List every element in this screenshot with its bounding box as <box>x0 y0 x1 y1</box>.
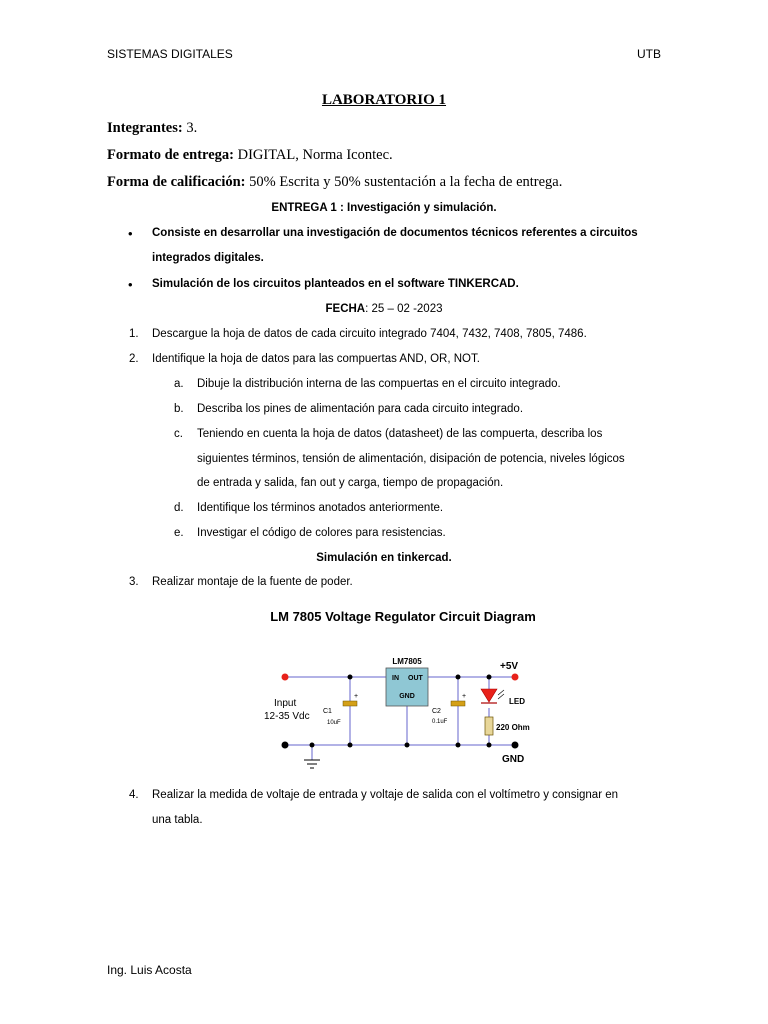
capacitor-c2 <box>451 701 465 706</box>
formato-line <box>107 147 393 164</box>
circuit-diagram <box>250 600 550 775</box>
list-number: 4. <box>129 789 139 801</box>
integrantes-value: 3. <box>186 120 198 136</box>
list-number: 3. <box>129 576 139 588</box>
led-label: LED <box>509 697 525 706</box>
c2-name: C2 <box>432 708 441 715</box>
list-item-text: Identifique la hoja de datos para las compuertas AND, OR, NOT. <box>152 353 480 365</box>
list-item-text: una tabla. <box>152 814 203 826</box>
page-title: LABORATORIO 1 <box>321 92 447 108</box>
regulator-ic <box>386 668 428 706</box>
pin-gnd-label: GND <box>399 693 415 700</box>
input-positive-terminal <box>282 674 289 681</box>
bullet-text: integrados digitales. <box>152 252 264 264</box>
bullet-text: Consiste en desarrollar una investigación de documentos técnicos referentes a circuitos <box>152 227 638 239</box>
ic-name: LM7805 <box>392 657 422 666</box>
output-positive-terminal <box>512 674 519 681</box>
sublist-item-text: siguientes términos, tensión de alimentación, disipación de potencia, niveles lógicos <box>197 453 625 465</box>
calificacion-value: 50% Escrita y 50% sustentación a la fecha de entrega. <box>249 174 563 190</box>
bullet-icon: • <box>128 277 133 292</box>
formato-label: Formato de entrega: <box>107 147 234 163</box>
sublist-item-text: Describa los pines de alimentación para cada circuito integrado. <box>197 403 524 415</box>
integrantes-label: Integrantes: <box>107 120 183 136</box>
fecha-label: FECHA <box>325 303 366 315</box>
sublist-letter: d. <box>174 502 184 514</box>
sublist-item-text: Identifique los términos anotados anteriormente. <box>197 502 444 514</box>
input-voltage-label: 12-35 Vdc <box>264 711 310 722</box>
sublist-letter: e. <box>174 527 184 539</box>
input-label: Input <box>274 698 297 709</box>
entrega-heading: ENTREGA 1 : Investigación y simulación. <box>271 202 497 214</box>
sublist-item-text: de entrada y salida, fan out y carga, tiempo de propagación. <box>197 477 504 489</box>
pin-in-label: IN <box>392 675 399 682</box>
list-number: 1. <box>129 328 139 340</box>
footer-author: Ing. Luis Acosta <box>107 963 192 977</box>
list-number: 2. <box>129 353 139 365</box>
c1-plus: + <box>354 693 359 700</box>
simulacion-heading: Simulación en tinkercad. <box>316 552 452 564</box>
c2-plus: + <box>462 693 467 700</box>
list-item-text: Descargue la hoja de datos de cada circuito integrado 7404, 7432, 7408, 7805, 7486. <box>152 328 587 340</box>
fecha-line <box>0 303 768 315</box>
ground-icon <box>304 760 320 768</box>
bullet-text: Simulación de los circuitos planteados en el software TINKERCAD. <box>152 278 519 290</box>
c1-name: C1 <box>323 708 332 715</box>
integrantes-line <box>107 120 197 137</box>
sublist-letter: b. <box>174 403 184 415</box>
input-negative-terminal <box>282 742 289 749</box>
calificacion-label: Forma de calificación: <box>107 174 246 190</box>
formato-value: DIGITAL, Norma Icontec. <box>237 147 393 163</box>
calificacion-line <box>107 174 562 191</box>
sublist-item-text: Dibuje la distribución interna de las compuertas en el circuito integrado. <box>197 378 561 390</box>
list-item-text: Realizar la medida de voltaje de entrada y voltaje de salida con el voltímetro y consignar en <box>152 789 619 801</box>
pin-out-label: OUT <box>408 675 423 682</box>
output-gnd-terminal <box>512 742 519 749</box>
led-icon <box>481 689 497 702</box>
sublist-item-text: Investigar el código de colores para resistencias. <box>197 527 446 539</box>
c1-value: 10uF <box>327 720 341 726</box>
sublist-letter: c. <box>174 428 183 440</box>
sublist-item-text: Teniendo en cuenta la hoja de datos (datasheet) de las compuerta, describa los <box>197 428 603 440</box>
c2-value: 0.1uF <box>432 719 448 725</box>
header-institution: UTB <box>637 47 661 61</box>
fecha-value: : 25 – 02 -2023 <box>365 303 443 315</box>
resistor-icon <box>485 717 493 735</box>
list-item-text: Realizar montaje de la fuente de poder. <box>152 576 353 588</box>
header-course: SISTEMAS DIGITALES <box>107 47 233 61</box>
sublist-letter: a. <box>174 378 184 390</box>
bullet-icon: • <box>128 226 133 241</box>
capacitor-c1 <box>343 701 357 706</box>
diagram-title: LM 7805 Voltage Regulator Circuit Diagram <box>270 609 536 624</box>
resistor-label: 220 Ohm <box>496 723 530 732</box>
gnd-label: GND <box>502 754 525 765</box>
vout-label: +5V <box>500 661 519 672</box>
